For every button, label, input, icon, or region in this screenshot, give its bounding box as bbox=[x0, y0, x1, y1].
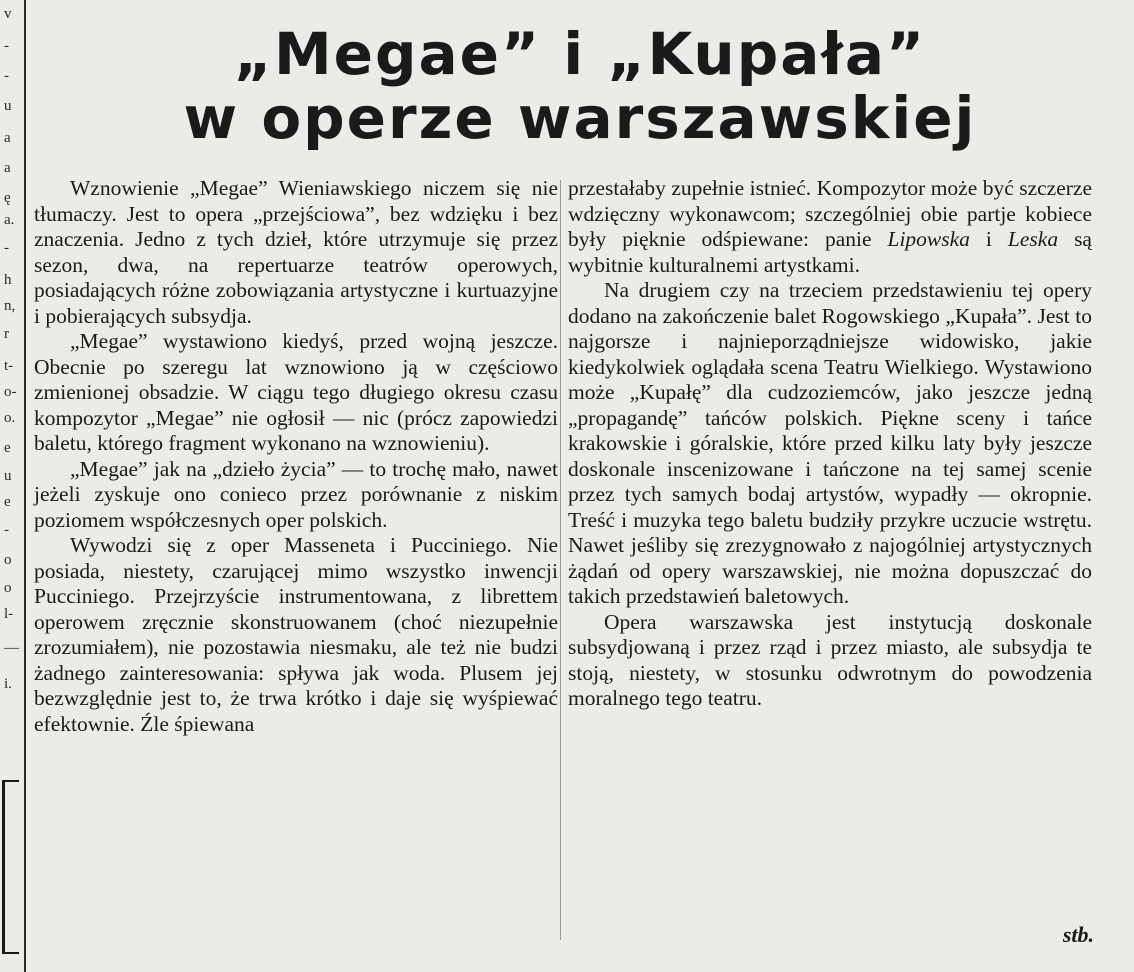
margin-fragment: o. bbox=[4, 410, 16, 426]
margin-fragment: - bbox=[4, 68, 9, 84]
margin-fragment: ę bbox=[4, 190, 11, 206]
singer-name-1: Lipowska bbox=[887, 227, 970, 251]
margin-fragment: n, bbox=[4, 298, 16, 314]
margin-fragment: o bbox=[4, 580, 12, 596]
title-line-1: „Megae” i „Kupała” bbox=[233, 20, 927, 88]
margin-fragment: u bbox=[4, 468, 12, 484]
margin-fragment: r bbox=[4, 326, 9, 342]
right-paragraph-1-end: są wybitnie kulturalnemi artystkami. bbox=[568, 227, 1092, 277]
margin-fragment: t- bbox=[4, 358, 14, 374]
margin-fragment: o bbox=[4, 552, 12, 568]
right-paragraph-1-start: przestałaby zupełnie istnieć. Kompozytor może być szczerze wdzięczny wykonawcom; szczególniej obie partje kobiece były pięknie odśpiewane: panie bbox=[568, 176, 1092, 251]
margin-fragment: i. bbox=[4, 676, 12, 692]
left-paragraph-1: Wznowienie „Megae” Wieniawskiego niczem się nie tłumaczy. Jest to opera „przejściowa”, bez wdzięku i bez znaczenia. Jedno z tych dzieł, które utrzymuje się przez sezon, dwa, na repertuarze teatrów operowych, posiadających różne zobowiązania artystyczne i kurtuazyjne i pobierających subsydja. bbox=[34, 176, 558, 328]
title-line-2: w operze warszawskiej bbox=[183, 84, 977, 152]
left-column bbox=[34, 176, 558, 737]
margin-fragment: a bbox=[4, 130, 11, 146]
author-signature: stb. bbox=[1062, 922, 1094, 947]
margin-fragment: o- bbox=[4, 384, 17, 400]
margin-fragment: - bbox=[4, 240, 9, 256]
margin-fragment: a bbox=[4, 160, 11, 176]
column-divider bbox=[560, 180, 561, 940]
margin-fragment: - bbox=[4, 522, 9, 538]
margin-fragment: e bbox=[4, 440, 11, 456]
margin-fragment: h bbox=[4, 272, 12, 288]
article-title bbox=[40, 22, 1120, 150]
right-column bbox=[568, 176, 1092, 712]
margin-fragment: a. bbox=[4, 212, 15, 228]
margin-fragment: e bbox=[4, 494, 11, 510]
left-paragraph-3: „Megae” jak na „dzieło życia” — to trochę mało, nawet jeżeli zyskuje ono conieco przez porównanie z niskim poziomem współczesnych oper polskich. bbox=[34, 456, 558, 532]
margin-fragment: l- bbox=[4, 606, 14, 622]
margin-fragment: v bbox=[4, 6, 12, 22]
right-paragraph-3: Opera warszawska jest instytucją doskonale subsydjowaną i przez rząd i przez miasto, ale subsydja te stoją, niestety, w stosunku odwrotnym do powodzenia moralnego tego teatru. bbox=[568, 609, 1092, 710]
right-paragraph-1-mid: i bbox=[969, 227, 1008, 251]
right-paragraph-2: Na drugiem czy na trzeciem przedstawieniu tej opery dodano na zakończenie balet Rogowskiego „Kupała”. Jest to najgorsze i najnieporządniejsze widowisko, jakie kiedykolwiek oglądała scena Teatru Wielkiego. Wystawiono może „Kupałę” dla cudzoziemców, jako jeszcze jedną „propagandę” tańców polskich. Piękne sceny i tańce krakowskie i góralskie, które przed kilku laty były jeszcze doskonale inscenizowane i tańczone na tej samej scenie przez tych samych bodaj artystów, wypadły — okropnie. Treść i muzyka tego baletu budziły przykre uczucie wstrętu. Nawet jeśliby się zrezygnowało z najogólniej artystycznych żądań od opery warszawskiej, nie można dopuszczać do takich przedstawień baletowych. bbox=[568, 278, 1092, 608]
right-paragraph-1 bbox=[568, 176, 1092, 278]
left-paragraph-2: „Megae” wystawiono kiedyś, przed wojną jeszcze. Obecnie po szeregu lat wznowiono ją w częściowo zmienionej obsadzie. W ciągu tego długiego okresu czasu kompozytor „Megae” nie ogłosił — nic (prócz zapowiedzi baletu, którego fragment wykonano na wznowieniu). bbox=[34, 329, 558, 455]
margin-fragment: — bbox=[4, 640, 19, 656]
singer-name-2: Leska bbox=[1007, 227, 1059, 251]
left-paragraph-4: Wywodzi się z oper Masseneta i Pucciniego. Nie posiada, niestety, czarującej mimo wszystko inwencji Pucciniego. Przejrzyście instrumentowana, z librettem operowem zręcznie skonstruowanem (choć niezupełnie zrozumiałem), nie pozostawia niesmaku, ale też nie budzi żadnego zainteresowania: spływa jak woda. Plusem jej bezwzględnie jest to, że trwa krótko i daje się wyśpiewać efektownie. Źle śpiewana bbox=[34, 533, 558, 736]
margin-bracket bbox=[2, 780, 19, 954]
margin-fragment: - bbox=[4, 38, 9, 54]
margin-fragment: u bbox=[4, 98, 12, 114]
